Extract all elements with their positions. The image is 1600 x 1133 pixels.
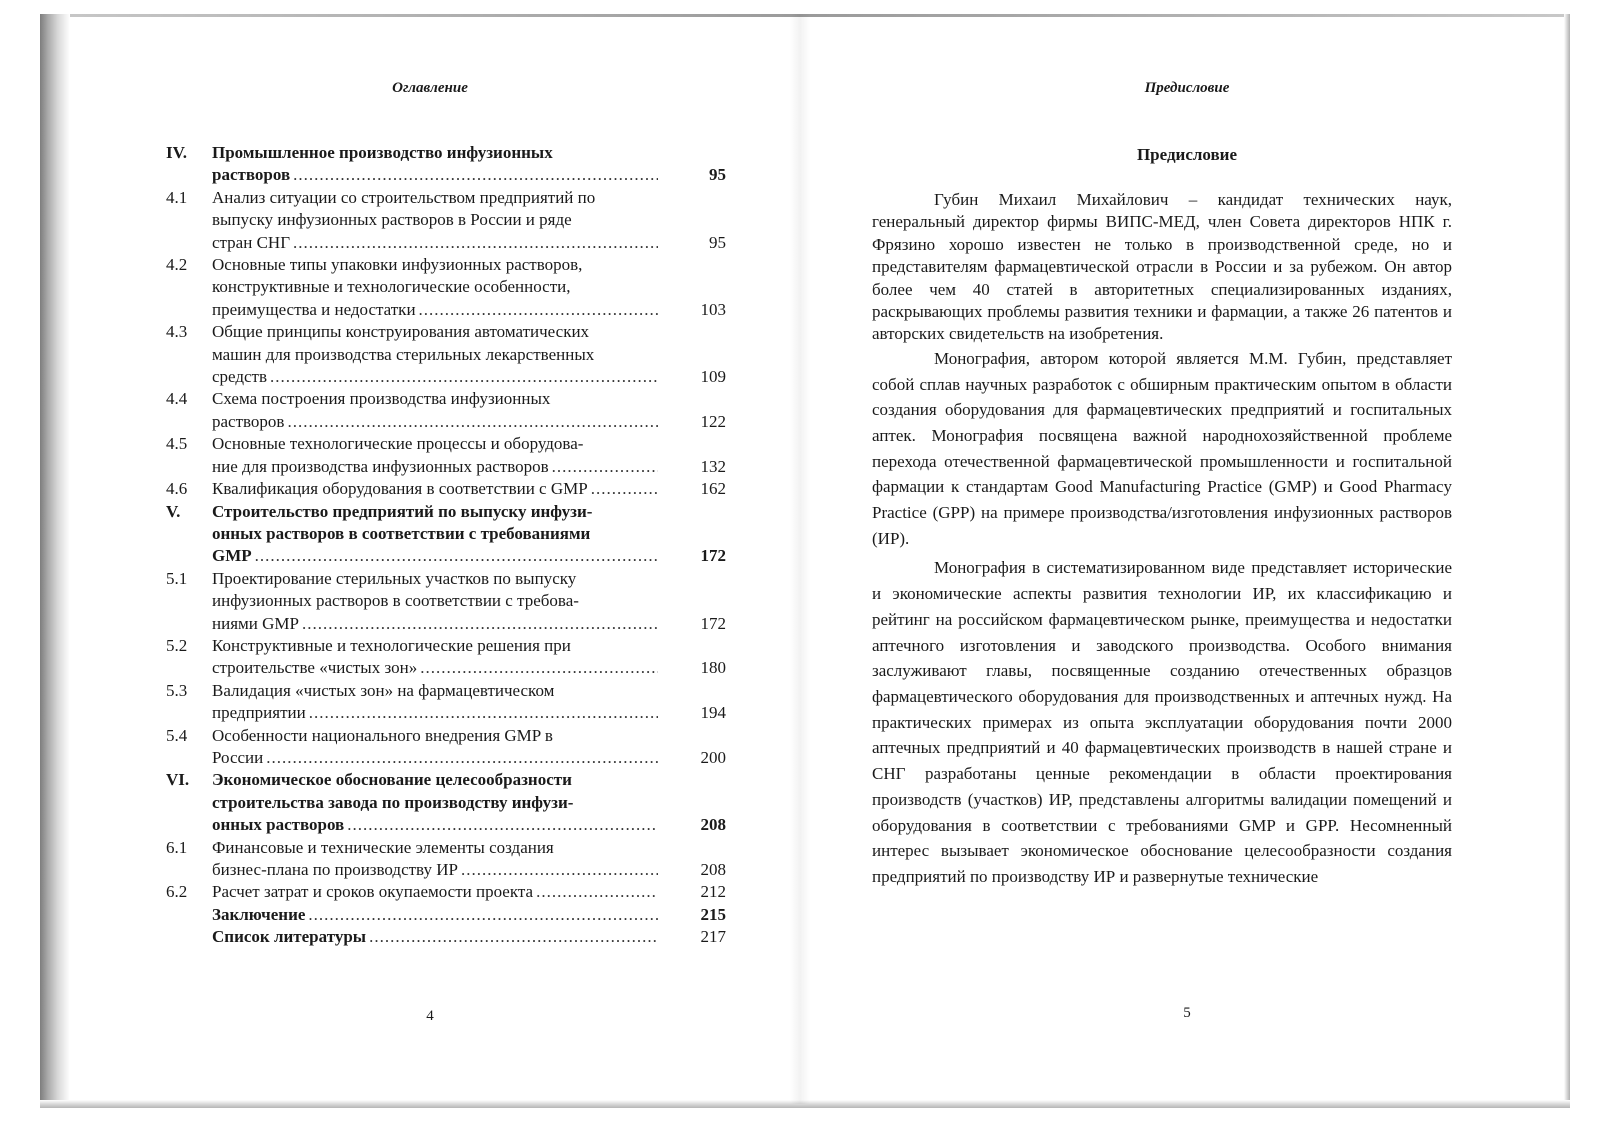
toc-entry-number: 4.5 (166, 434, 188, 454)
toc-title-line: Конструктивные и технологические решения при (212, 635, 571, 655)
toc-entry-page: 162 (700, 479, 726, 499)
toc-entry-title (212, 769, 658, 836)
toc-title-line: Экономическое обоснование целесообразности (212, 770, 572, 790)
toc-title-text: растворов (212, 165, 291, 185)
toc-title-last-line (212, 702, 658, 724)
dot-leader (347, 814, 658, 836)
toc-title-last-line (212, 366, 658, 388)
dot-leader (308, 904, 658, 926)
section-title: Предисловие (1136, 145, 1238, 164)
toc-title-line: Основные типы упаковки инфузионных растворов, (212, 255, 583, 275)
toc-title-text: Список литературы (212, 927, 367, 947)
toc-title-text: средств (212, 367, 268, 387)
dot-leader (287, 411, 658, 433)
dot-leader (369, 926, 658, 948)
toc-entry-title (212, 635, 658, 680)
toc-entry (166, 254, 726, 321)
toc-entry (166, 725, 726, 770)
toc-entry-page: 172 (700, 546, 726, 566)
toc-entry-title (212, 388, 658, 433)
toc-entry-number (166, 904, 212, 926)
toc-title-last-line (212, 859, 658, 881)
toc-entry (166, 837, 726, 882)
toc-title-last-line (212, 657, 658, 679)
toc-title-last-line (212, 299, 658, 321)
toc-entry-page: 95 (709, 165, 726, 185)
toc-entry-number: 5.4 (166, 725, 188, 745)
book-spine-shadow (790, 14, 810, 1104)
toc-title-line: машин для производства стерильных лекарственных (212, 344, 595, 364)
toc-title-text: ние для производства инфузионных растворов (212, 456, 549, 476)
toc-entry-number (166, 926, 212, 948)
toc-entry-page: 172 (700, 613, 726, 633)
toc-title-line: Финансовые и технические элементы создания (212, 837, 554, 857)
toc-entry (166, 321, 726, 388)
paragraph: Монография в систематизированном виде представляет исторические и экономические аспекты развития технологии ИР, их классификацию и рейтинг на российском фармацевтическом рынке, преимущества и недостатки аптечного изготовления и заводского производства. Особого внимания заслуживают главы, посвященные созданию отечественных образцов фармацевтического оборудования для производственных и аптечных нужд. На практических примерах из опыта эксплуатации оборудования почти 2000 аптечных предприятий и 40 фармацевтических производств в нашей стране и СНГ разработаны ценные рекомендации в области проектирования производств (участков) ИР, представлены алгоритмы валидации помещений и оборудования в соответствии с требованиями GMP и GPP. Несомненный интерес вызывает экономическое обоснование целесообразности создания предприятий по производству ИР и развернутые технические (872, 558, 1452, 886)
toc-entry (166, 568, 726, 635)
toc-title-text: стран СНГ (212, 232, 291, 252)
toc-title-line: инфузионных растворов в соответствии с требова- (212, 591, 579, 611)
toc-title-line: Основные технологические процессы и оборудова- (212, 434, 584, 454)
toc-entry-number: 4.6 (166, 479, 188, 499)
right-page (810, 0, 1564, 1100)
dot-leader (309, 702, 658, 724)
toc-title-text: Расчет затрат и сроков окупаемости проекта (212, 882, 534, 902)
dot-leader (270, 366, 658, 388)
toc-title-text: Квалификация оборудования в соответствии с GMP (212, 479, 588, 499)
toc-title-text: растворов (212, 411, 285, 431)
toc-entry (166, 433, 726, 478)
dot-leader (419, 299, 658, 321)
paragraph: Губин Михаил Михайлович – кандидат технических наук, генеральный директор фирмы ВИПС-МЕД, член Совета директоров НПК г. Фрязино хорошо известен не только в производственной среде, но и представителям фармацевтической отрасли в России и за рубежом. Он автор более чем 40 статей в авторитетных специализированных изданиях, раскрывающих проблемы развития техники и фармации, а также 26 патентов и авторских свидетельств на изобретения. (872, 190, 1452, 344)
toc-title-line: Схема построения производства инфузионных (212, 389, 551, 409)
toc-entry-title (212, 433, 658, 478)
toc-entry-number: 4.2 (166, 255, 188, 275)
dot-leader (552, 456, 658, 478)
toc-entry-number: 4.4 (166, 389, 188, 409)
dot-leader (420, 657, 658, 679)
toc-title-text: GMP (212, 546, 252, 566)
toc-entry-number: 6.1 (166, 837, 188, 857)
running-head-right: Предисловие (1144, 80, 1230, 96)
toc-entry-page: 132 (700, 456, 726, 476)
toc-entry-title (212, 142, 658, 187)
toc-title-last-line (212, 926, 658, 948)
toc-title-line: конструктивные и технологические особенности, (212, 277, 571, 297)
preface-body (872, 189, 1452, 890)
toc-entry-number: 5.3 (166, 680, 188, 700)
toc-title-text: России (212, 747, 264, 767)
toc-entry-title (212, 725, 658, 770)
toc-entry (166, 187, 726, 254)
toc-title-line: Особенности национального внедрения GMP в (212, 725, 553, 745)
left-page (70, 0, 790, 1100)
toc-entry (166, 478, 726, 500)
toc-entry-title (212, 837, 658, 882)
toc-title-line: Валидация «чистых зон» на фармацевтическом (212, 680, 555, 700)
toc-entry (166, 635, 726, 680)
toc-entry-page: 180 (700, 658, 726, 678)
page-number-right: 5 (1183, 1005, 1191, 1021)
toc-entry-page: 95 (709, 232, 726, 252)
toc-title-text: преимущества и недостатки (212, 299, 416, 319)
toc-title-line: Общие принципы конструирования автоматических (212, 322, 590, 342)
toc-title-text: предприятии (212, 703, 306, 723)
paragraph: Монография, автором которой является М.М. Губин, представляет собой сплав научных разработок с обширным практическим опытом в области создания оборудования для фармацевтических предприятий и госпитальных аптек. Монография посвящена важной народнохозяйственной проблеме перехода отечественной фармацевтической промышленности и госпитальной фармации к стандартам Good Manufacturing Practice (GMP) и Good Pharmacy Practice (GPP) на примере производства/изготовления инфузионных растворов (ИР). (872, 348, 1452, 548)
toc-entry-number: 4.3 (166, 322, 188, 342)
toc-title-text: ниями GMP (212, 613, 299, 633)
toc-title-last-line (212, 613, 658, 635)
dot-leader (255, 545, 658, 567)
toc-title-line: Анализ ситуации со строительством предприятий по (212, 187, 596, 207)
toc-title-line: онных растворов в соответствии с требованиями (212, 523, 591, 543)
toc-title-last-line (212, 232, 658, 254)
toc-entry (166, 926, 726, 948)
scan-right-edge (1564, 14, 1570, 1106)
toc-entry-page: 194 (700, 703, 726, 723)
toc-title-line: Проектирование стерильных участков по выпуску (212, 568, 577, 588)
dot-leader (293, 232, 658, 254)
toc-entry (166, 904, 726, 926)
toc-entry-page: 212 (700, 882, 726, 902)
toc-title-text: бизнес-плана по производству ИР (212, 860, 458, 879)
toc-entry-number: V. (166, 501, 181, 521)
toc-entry (166, 501, 726, 568)
dot-leader (461, 859, 658, 881)
toc-title-line: Строительство предприятий по выпуску инфузи- (212, 501, 593, 521)
toc-title-text: Заключение (212, 904, 306, 924)
toc-entry-title (212, 254, 658, 321)
table-of-contents (166, 142, 726, 949)
toc-title-last-line (212, 456, 658, 478)
toc-entry-page: 208 (700, 860, 726, 879)
toc-title-last-line (212, 411, 658, 433)
toc-title-last-line (212, 881, 658, 903)
toc-title-text: онных растворов (212, 815, 345, 835)
toc-entry-page: 200 (700, 747, 726, 767)
toc-entry (166, 388, 726, 433)
dot-leader (293, 164, 658, 186)
toc-entry-number: 4.1 (166, 187, 188, 207)
toc-entry-number: 6.2 (166, 882, 188, 902)
toc-entry-page: 217 (700, 927, 726, 947)
toc-entry-title (212, 926, 658, 948)
scan-left-edge-shadow (40, 14, 70, 1104)
toc-entry-number: VI. (166, 770, 190, 790)
toc-entry-title (212, 881, 658, 903)
toc-entry (166, 680, 726, 725)
toc-title-text: строительстве «чистых зон» (212, 658, 418, 678)
toc-title-last-line (212, 164, 658, 186)
page-number-left: 4 (426, 1008, 434, 1024)
toc-entry-title (212, 904, 658, 926)
toc-entry-number: 5.2 (166, 635, 188, 655)
toc-title-line: выпуску инфузионных растворов в России и ряде (212, 210, 572, 230)
dot-leader (591, 478, 658, 500)
toc-entry-page: 208 (700, 815, 726, 835)
toc-entry-title (212, 187, 658, 254)
toc-entry-title (212, 680, 658, 725)
toc-entry-page: 122 (700, 411, 726, 431)
toc-entry-number: IV. (166, 143, 187, 162)
toc-entry (166, 769, 726, 836)
toc-entry-number: 5.1 (166, 568, 188, 588)
toc-title-last-line (212, 747, 658, 769)
toc-entry (166, 881, 726, 903)
toc-entry-page: 109 (700, 367, 726, 387)
dot-leader (266, 747, 658, 769)
toc-entry-page: 103 (700, 299, 726, 319)
toc-entry-title (212, 501, 658, 568)
toc-title-line: Промышленное производство инфузионных (212, 143, 553, 162)
toc-entry-page: 215 (700, 904, 726, 924)
toc-title-last-line (212, 904, 658, 926)
toc-title-line: строительства завода по производству инфузи- (212, 792, 574, 812)
toc-entry-title (212, 478, 658, 500)
toc-title-last-line (212, 814, 658, 836)
toc-title-last-line (212, 478, 658, 500)
toc-entry-title (212, 321, 658, 388)
running-head-left: Оглавление (392, 80, 468, 96)
dot-leader (302, 613, 658, 635)
dot-leader (536, 881, 658, 903)
toc-title-last-line (212, 545, 658, 567)
toc-entry-title (212, 568, 658, 635)
toc-entry (166, 142, 726, 187)
